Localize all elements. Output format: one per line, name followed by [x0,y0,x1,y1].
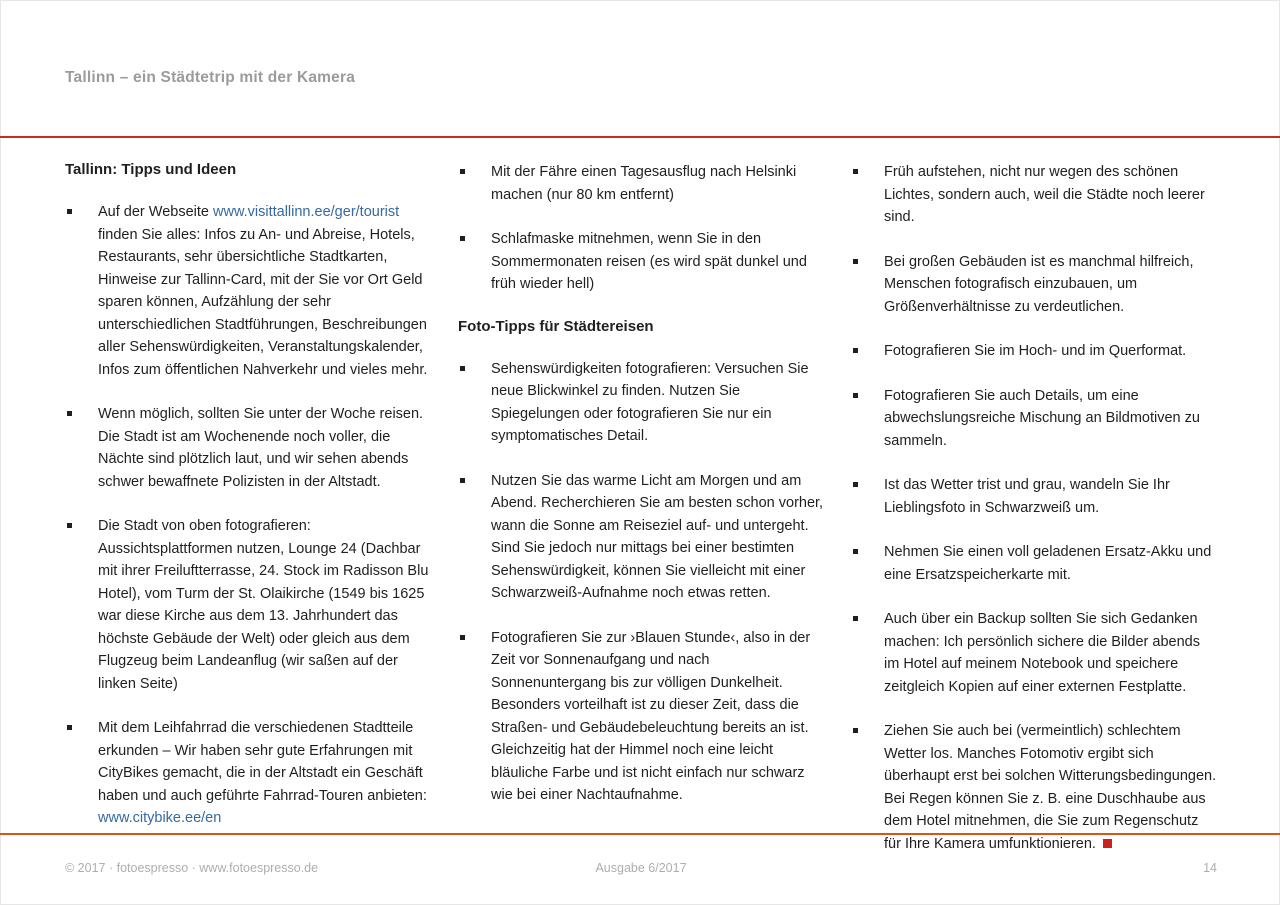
column-3 [851,161,1217,877]
bullet-square-icon [853,549,858,554]
section-heading: Tallinn: Tipps und Ideen [65,161,237,178]
bullet-square-icon [853,259,858,264]
page-title: Tallinn – ein Städtetrip mit der Kamera [65,69,356,86]
bullet-square-icon [853,616,858,621]
bullet-item [458,161,824,206]
bullet-item [65,403,431,493]
bullet-square-icon [460,236,465,241]
section-heading: Foto-Tipps für Städtereisen [458,317,654,335]
bullet-square-icon [460,478,465,483]
bullet-text: Ist das Wetter trist und grau, wandeln Sie Ihr Lieblingsfoto in Schwarzweiß um. [884,477,1170,516]
bullet-square-icon [460,169,465,174]
bullet-item [851,161,1217,229]
inline-link[interactable]: www.visittallinn.ee/ger/tourist [213,204,400,220]
bullet-square-icon [67,411,72,416]
bullet-square-icon [67,209,72,214]
header-rule [0,136,1280,138]
bullet-square-icon [460,366,465,371]
bullet-square-icon [67,725,72,730]
bullet-text: Fotografieren Sie im Hoch- und im Querformat. [884,343,1187,359]
bullet-square-icon [853,348,858,353]
bullet-item [65,201,431,381]
bullet-item [65,717,431,830]
article-content [65,161,1217,877]
bullet-text: Nehmen Sie einen voll geladenen Ersatz-Akku und eine Ersatzspeicherkarte mit. [884,544,1212,583]
bullet-text: Die Stadt von oben fotografieren: Aussichtsplattformen nutzen, Lounge 24 (Dachbar mit ihrer Freiluftterrasse, 24. Stock im Radisson Blu Hotel), vom Turm der St. Olaikirche (1549 bis 1625 war diese Kirche aus dem 13. Jahrhundert das höchste Gebäude der Welt) oder gleich aus dem Flugzeug beim Landeanflug (wir saßen auf der linken Seite) [98,518,429,692]
footer-copyright: © 2017 · fotoespresso · www.fotoespresso.de [65,861,319,875]
bullet-text: Wenn möglich, sollten Sie unter der Woche reisen. Die Stadt ist am Wochenende noch voller, die Nächte sind plötzlich laut, und wir sehen abends schwer bewaffnete Polizisten in der Altstadt. [98,406,424,490]
column-1 [65,161,431,877]
column-2 [458,161,824,877]
bullet-item [458,470,824,605]
bullet-text: Nutzen Sie das warme Licht am Morgen und am Abend. Recherchieren Sie am besten schon vorher, wann die Sonne am Reiseziel auf- und untergeht. Sind Sie jedoch nur mittags bei einer bestimten Sehenswürdigkeit, können Sie vielleicht mit einer Schwarzweiß-Aufnahme noch etwas retten. [491,472,824,601]
bullet-square-icon [853,728,858,733]
footer-issue: Ausgabe 6/2017 [595,861,687,875]
bullet-item [458,358,824,448]
footer-rule [0,833,1280,835]
bullet-item [851,340,1217,363]
bullet-text: Fotografieren Sie zur ›Blauen Stunde‹, also in der Zeit vor Sonnenaufgang und nach Sonnenuntergang bis zur völligen Dunkelheit. Besonders vorteilhaft ist zu dieser Zeit, dass die Straßen- und Gebäudebeleuchtung bereits an ist. Gleichzeitig hat der Himmel noch eine leicht bläuliche Farbe und ist nicht einfach nur schwarz wie bei einer Nachtaufnahme. [491,629,811,803]
bullet-item [851,608,1217,698]
bullet-text: Sehenswürdigkeiten fotografieren: Versuchen Sie neue Blickwinkel zu finden. Nutzen Sie Spiegelungen oder fotografieren Sie nur ein symptomatisches Detail. [491,360,809,444]
bullet-item [851,251,1217,319]
end-of-article-icon [1103,839,1112,848]
bullet-text: Fotografieren Sie auch Details, um eine abwechslungsreiche Mischung an Bildmotiven zu sammeln. [884,387,1200,449]
bullet-text: Mit dem Leihfahrrad die verschiedenen Stadtteile erkunden – Wir haben sehr gute Erfahrungen mit CityBikes gemacht, die in der Altstadt ein Geschäft haben und auch geführte Fahrrad-Touren anbieten: www.citybike.ee/en [98,720,427,826]
bullet-square-icon [853,482,858,487]
bullet-text: Früh aufstehen, nicht nur wegen des schönen Lichtes, sondern auch, weil die Städte noch leerer sind. [884,164,1205,225]
bullet-item [851,474,1217,519]
bullet-square-icon [67,523,72,528]
footer-page-number: 14 [1203,861,1217,875]
bullet-item [458,228,824,296]
bullet-text: Schlafmaske mitnehmen, wenn Sie in den Sommermonaten reisen (es wird spät dunkel und früh wieder hell) [491,231,807,292]
bullet-square-icon [460,635,465,640]
bullet-item [851,541,1217,586]
bullet-text: Mit der Fähre einen Tagesausflug nach Helsinki machen (nur 80 km entfernt) [491,164,797,203]
inline-link[interactable]: www.citybike.ee/en [98,810,222,826]
bullet-text: Ziehen Sie auch bei (vermeintlich) schlechtem Wetter los. Manches Fotomotiv ergibt sich überhaupt erst bei solchen Witterungsbedingungen. Bei Regen können Sie z. B. eine Duschhaube aus dem Hotel mitnehmen, die Sie zum Regenschutz für Ihre Kamera umfunktionieren. [884,723,1217,852]
bullet-item [851,385,1217,453]
bullet-square-icon [853,393,858,398]
bullet-text: Auf der Webseite www.visittallinn.ee/ger/tourist finden Sie alles: Infos zu An- und Abreise, Hotels, Restaurants, sehr übersichtliche Stadtkarten, Hinweise zur Tallinn-Card, mit der Sie vor Ort Geld sparen können, Aufzählung der sehr unterschiedlichen Stadtführungen, Beschreibungen aller Sehenswürdigkeiten, Veranstaltungskalender, Infos zum öffentlichen Nahverkehr und vieles mehr. [98,204,428,378]
bullet-text: Bei großen Gebäuden ist es manchmal hilfreich, Menschen fotografisch einzubauen, um Größenverhältnisse zu verdeutlichen. [884,253,1194,315]
bullet-item [458,627,824,807]
bullet-text: Auch über ein Backup sollten Sie sich Gedanken machen: Ich persönlich sichere die Bilder abends im Hotel auf meinem Notebook und speichere zeitgleich Kopien auf einer externen Festplatte. [884,611,1200,695]
bullet-item [65,515,431,695]
bullet-square-icon [853,169,858,174]
